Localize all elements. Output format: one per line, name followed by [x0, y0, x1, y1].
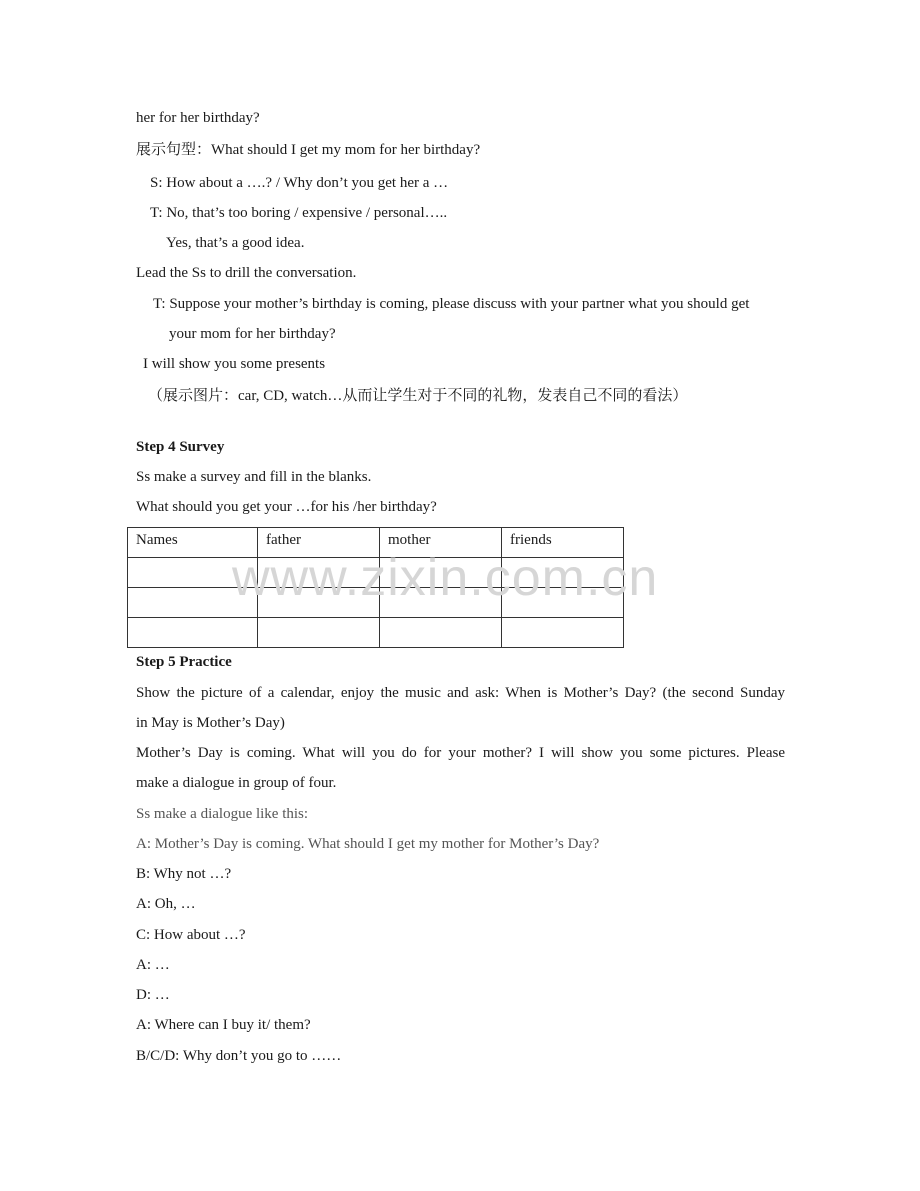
dialogue-line: A: Mother’s Day is coming. What should I get my mother for Mother’s Day? [136, 836, 600, 852]
text-line: What should you get your …for his /her birthday? [136, 499, 437, 515]
table-cell [258, 558, 380, 588]
dialogue-line: B: Why not …? [136, 866, 232, 882]
text-line: T: No, that’s too boring / expensive / personal….. [150, 205, 448, 221]
table-row [128, 588, 624, 618]
text-line: T: Suppose your mother’s birthday is coming, please discuss with your partner what you should get [153, 296, 750, 312]
dialogue-line: C: How about …? [136, 927, 246, 943]
text-line: her for her birthday? [136, 110, 260, 126]
table-header-cell: Names [128, 528, 258, 558]
section-heading: Step 4 Survey [136, 439, 225, 455]
text-line: 展示句型：What should I get my mom for her birthday? [136, 142, 481, 158]
table-header-cell: father [258, 528, 380, 558]
table-cell [380, 588, 502, 618]
text-line: Show the picture of a calendar, enjoy the music and ask: When is Mother’s Day? (the second Sunday [136, 685, 785, 701]
table-header-cell: mother [380, 528, 502, 558]
text-line: in May is Mother’s Day) [136, 715, 285, 731]
table-cell [502, 558, 624, 588]
table-cell [380, 558, 502, 588]
table-cell [128, 588, 258, 618]
table-cell [128, 618, 258, 648]
dialogue-line: A: Oh, … [136, 896, 196, 912]
text-line: your mom for her birthday? [169, 326, 336, 342]
table-row [128, 618, 624, 648]
table-row [128, 558, 624, 588]
text-line: Ss make a dialogue like this: [136, 806, 309, 822]
section-heading: Step 5 Practice [136, 654, 232, 670]
table-header-cell: friends [502, 528, 624, 558]
text-line: Lead the Ss to drill the conversation. [136, 265, 357, 281]
table-cell [258, 618, 380, 648]
text-line: （展示图片：car, CD, watch…从而让学生对于不同的礼物，发表自己不同的看法） [148, 388, 688, 404]
text-line: Ss make a survey and fill in the blanks. [136, 469, 372, 485]
dialogue-line: D: … [136, 987, 170, 1003]
text-line: S: How about a ….? / Why don’t you get her a … [150, 175, 449, 191]
table-cell [258, 588, 380, 618]
dialogue-line: A: … [136, 957, 170, 973]
table-cell [502, 618, 624, 648]
text-line: Yes, that’s a good idea. [166, 235, 305, 251]
table-cell [128, 558, 258, 588]
text-line: make a dialogue in group of four. [136, 775, 337, 791]
table-header-row [128, 528, 624, 558]
table-cell [380, 618, 502, 648]
survey-table [127, 527, 624, 648]
text-line: I will show you some presents [143, 356, 326, 372]
dialogue-line: A: Where can I buy it/ them? [136, 1017, 311, 1033]
table-cell [502, 588, 624, 618]
dialogue-line: B/C/D: Why don’t you go to …… [136, 1048, 342, 1064]
watermark: www.zixin.com.cn [232, 549, 659, 607]
text-line: Mother’s Day is coming. What will you do for your mother? I will show you some pictures. Please [136, 745, 785, 761]
